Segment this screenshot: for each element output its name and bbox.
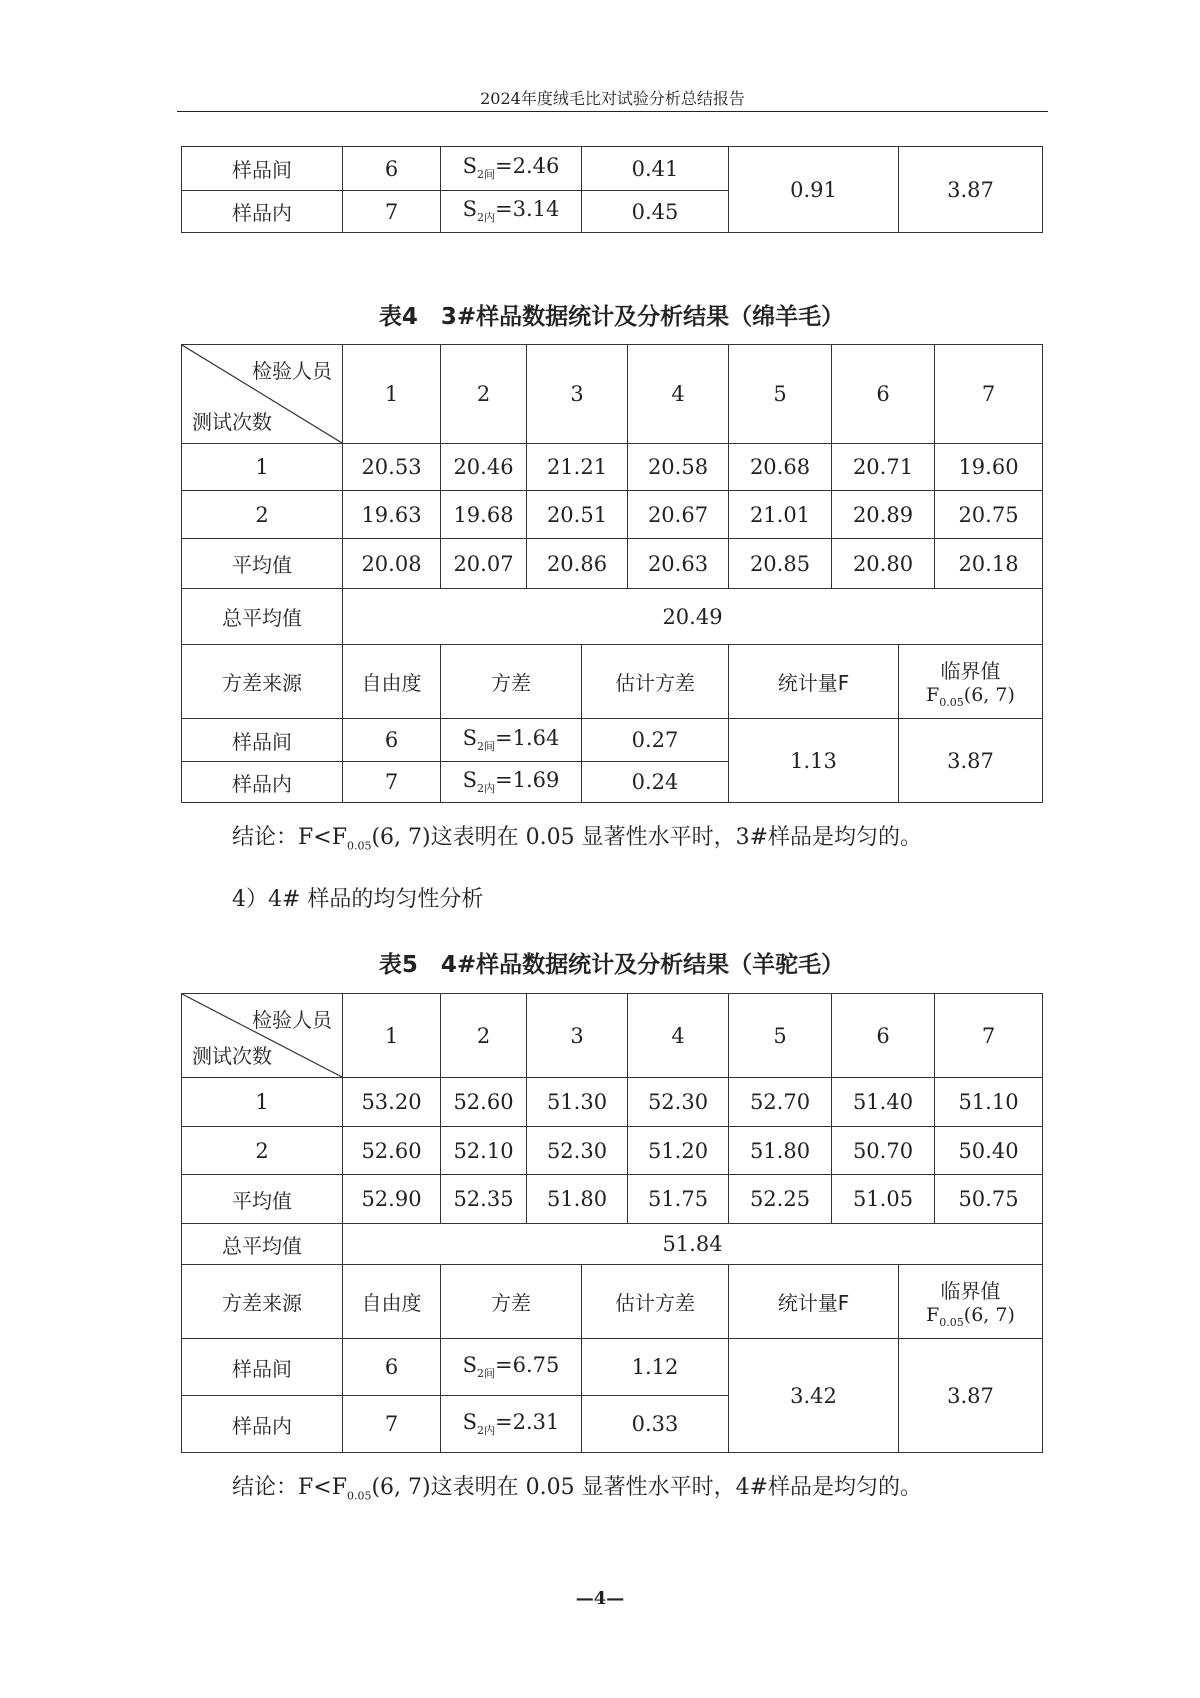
inspector-header: 3	[527, 994, 628, 1078]
data-cell: 20.80	[832, 539, 935, 589]
table4-conclusion: 结论：$F<F_{0.05}(6$, 7)这表明在 0.05 显著性水平时，3#样品是均匀的。	[232, 825, 923, 853]
diagonal-header-cell	[182, 994, 343, 1078]
inspector-header: 5	[729, 994, 832, 1078]
row-label: 1	[182, 444, 343, 491]
est-cell: 0.41	[582, 147, 729, 191]
table4-grid	[181, 344, 1043, 645]
est-cell: 0.24	[582, 762, 729, 803]
within-label: 样品内	[182, 762, 343, 803]
test-count-label: 测试次数	[192, 410, 272, 434]
data-cell: 50.40	[935, 1127, 1043, 1175]
est-cell: 1.12	[582, 1339, 729, 1396]
inspector-header: 6	[832, 994, 935, 1078]
data-cell: 52.10	[441, 1127, 527, 1175]
data-cell: 51.05	[832, 1175, 935, 1224]
f-header: 统计量F	[729, 1265, 899, 1339]
data-cell: 51.40	[832, 1078, 935, 1127]
total-avg-value: 20.49	[343, 589, 1043, 645]
est-cell: 0.33	[582, 1396, 729, 1453]
data-cell: 20.85	[729, 539, 832, 589]
row-label: 平均值	[182, 539, 343, 589]
var-cell: $S_{2间}=1.64$	[441, 719, 582, 762]
est-cell: 0.45	[582, 191, 729, 233]
inspector-header: 2	[441, 345, 527, 444]
inspector-header: 5	[729, 345, 832, 444]
df-cell: 7	[343, 191, 441, 233]
row-label: 2	[182, 1127, 343, 1175]
inspector-header: 7	[935, 994, 1043, 1078]
data-cell: 52.70	[729, 1078, 832, 1127]
df-header: 自由度	[343, 645, 441, 719]
data-cell: 50.70	[832, 1127, 935, 1175]
est-header: 估计方差	[582, 645, 729, 719]
var-cell: $S_{2内}=1.69$	[441, 762, 582, 803]
between-label: 样品间	[182, 1339, 343, 1396]
table4-anova	[181, 644, 1043, 803]
data-cell: 20.86	[527, 539, 628, 589]
data-cell: 19.63	[343, 491, 441, 539]
data-cell: 51.20	[628, 1127, 729, 1175]
crit-cell: 3.87	[899, 147, 1043, 233]
data-cell: 21.01	[729, 491, 832, 539]
f-cell: 3.42	[729, 1339, 899, 1453]
within-label: 样品内	[182, 1396, 343, 1453]
est-cell: 0.27	[582, 719, 729, 762]
data-cell: 20.67	[628, 491, 729, 539]
data-cell: 20.51	[527, 491, 628, 539]
data-cell: 20.18	[935, 539, 1043, 589]
inspector-header: 3	[527, 345, 628, 444]
data-cell: 53.20	[343, 1078, 441, 1127]
f-header: 统计量F	[729, 645, 899, 719]
crit-header: 临界值 $F_{0.05}(6$, 7)	[899, 645, 1043, 719]
var-cell: $S_{2间}=2.46$	[441, 147, 582, 191]
data-cell: 20.63	[628, 539, 729, 589]
data-cell: 51.10	[935, 1078, 1043, 1127]
data-cell: 20.75	[935, 491, 1043, 539]
table4-title: 表4 3#样品数据统计及分析结果（绵羊毛）	[378, 304, 845, 330]
var-header: 方差	[441, 1265, 582, 1339]
data-cell: 52.25	[729, 1175, 832, 1224]
total-avg-label: 总平均值	[182, 589, 343, 645]
table5-title: 表5 4#样品数据统计及分析结果（羊驼毛）	[378, 952, 845, 978]
section-heading: 4）4# 样品的均匀性分析	[232, 887, 484, 912]
row-label: 2	[182, 491, 343, 539]
page-number: —4—	[575, 1588, 625, 1609]
row-label: 平均值	[182, 1175, 343, 1224]
data-cell: 20.08	[343, 539, 441, 589]
inspector-header: 7	[935, 345, 1043, 444]
between-label: 样品间	[182, 147, 343, 191]
total-avg-label: 总平均值	[182, 1224, 343, 1265]
source-header: 方差来源	[182, 1265, 343, 1339]
crit-cell: 3.87	[899, 719, 1043, 803]
row-label: 1	[182, 1078, 343, 1127]
data-cell: 52.60	[441, 1078, 527, 1127]
table5-anova	[181, 1264, 1043, 1453]
df-header: 自由度	[343, 1265, 441, 1339]
df-cell: 7	[343, 1396, 441, 1453]
header-divider	[177, 111, 1048, 112]
data-cell: 52.30	[527, 1127, 628, 1175]
data-cell: 52.90	[343, 1175, 441, 1224]
inspector-header: 1	[343, 345, 441, 444]
inspector-header: 4	[628, 345, 729, 444]
data-cell: 20.68	[729, 444, 832, 491]
data-cell: 20.46	[441, 444, 527, 491]
data-cell: 20.71	[832, 444, 935, 491]
between-label: 样品间	[182, 719, 343, 762]
data-cell: 19.68	[441, 491, 527, 539]
data-cell: 52.30	[628, 1078, 729, 1127]
diagonal-header-cell	[182, 345, 343, 444]
data-cell: 50.75	[935, 1175, 1043, 1224]
test-count-label: 测试次数	[192, 1044, 272, 1068]
inspector-header: 6	[832, 345, 935, 444]
var-cell: $S_{2内}=2.31$	[441, 1396, 582, 1453]
data-cell: 20.53	[343, 444, 441, 491]
est-header: 估计方差	[582, 1265, 729, 1339]
data-cell: 20.89	[832, 491, 935, 539]
f-cell: 0.91	[729, 147, 899, 233]
data-cell: 51.75	[628, 1175, 729, 1224]
data-cell: 52.60	[343, 1127, 441, 1175]
data-cell: 21.21	[527, 444, 628, 491]
df-cell: 6	[343, 719, 441, 762]
df-cell: 6	[343, 1339, 441, 1396]
inspector-header: 2	[441, 994, 527, 1078]
var-cell: $S_{2内}=3.14$	[441, 191, 582, 233]
running-header: 2024年度绒毛比对试验分析总结报告	[480, 89, 745, 108]
inspector-header: 1	[343, 994, 441, 1078]
data-cell: 20.07	[441, 539, 527, 589]
source-header: 方差来源	[182, 645, 343, 719]
data-cell: 51.30	[527, 1078, 628, 1127]
inspector-header: 4	[628, 994, 729, 1078]
var-cell: $S_{2间}=6.75$	[441, 1339, 582, 1396]
data-cell: 19.60	[935, 444, 1043, 491]
data-cell: 51.80	[527, 1175, 628, 1224]
df-cell: 7	[343, 762, 441, 803]
df-cell: 6	[343, 147, 441, 191]
crit-header: 临界值 $F_{0.05}(6$, 7)	[899, 1265, 1043, 1339]
crit-cell: 3.87	[899, 1339, 1043, 1453]
table5-grid	[181, 993, 1043, 1265]
inspector-label: 检验人员	[252, 1008, 332, 1032]
total-avg-value: 51.84	[343, 1224, 1043, 1265]
within-label: 样品内	[182, 191, 343, 233]
var-header: 方差	[441, 645, 582, 719]
f-cell: 1.13	[729, 719, 899, 803]
data-cell: 20.58	[628, 444, 729, 491]
table3-anova-continuation	[181, 146, 1043, 233]
data-cell: 52.35	[441, 1175, 527, 1224]
data-cell: 51.80	[729, 1127, 832, 1175]
table5-conclusion: 结论：$F<F_{0.05}(6$, 7)这表明在 0.05 显著性水平时，4#样品是均匀的。	[232, 1475, 923, 1503]
inspector-label: 检验人员	[252, 359, 332, 383]
